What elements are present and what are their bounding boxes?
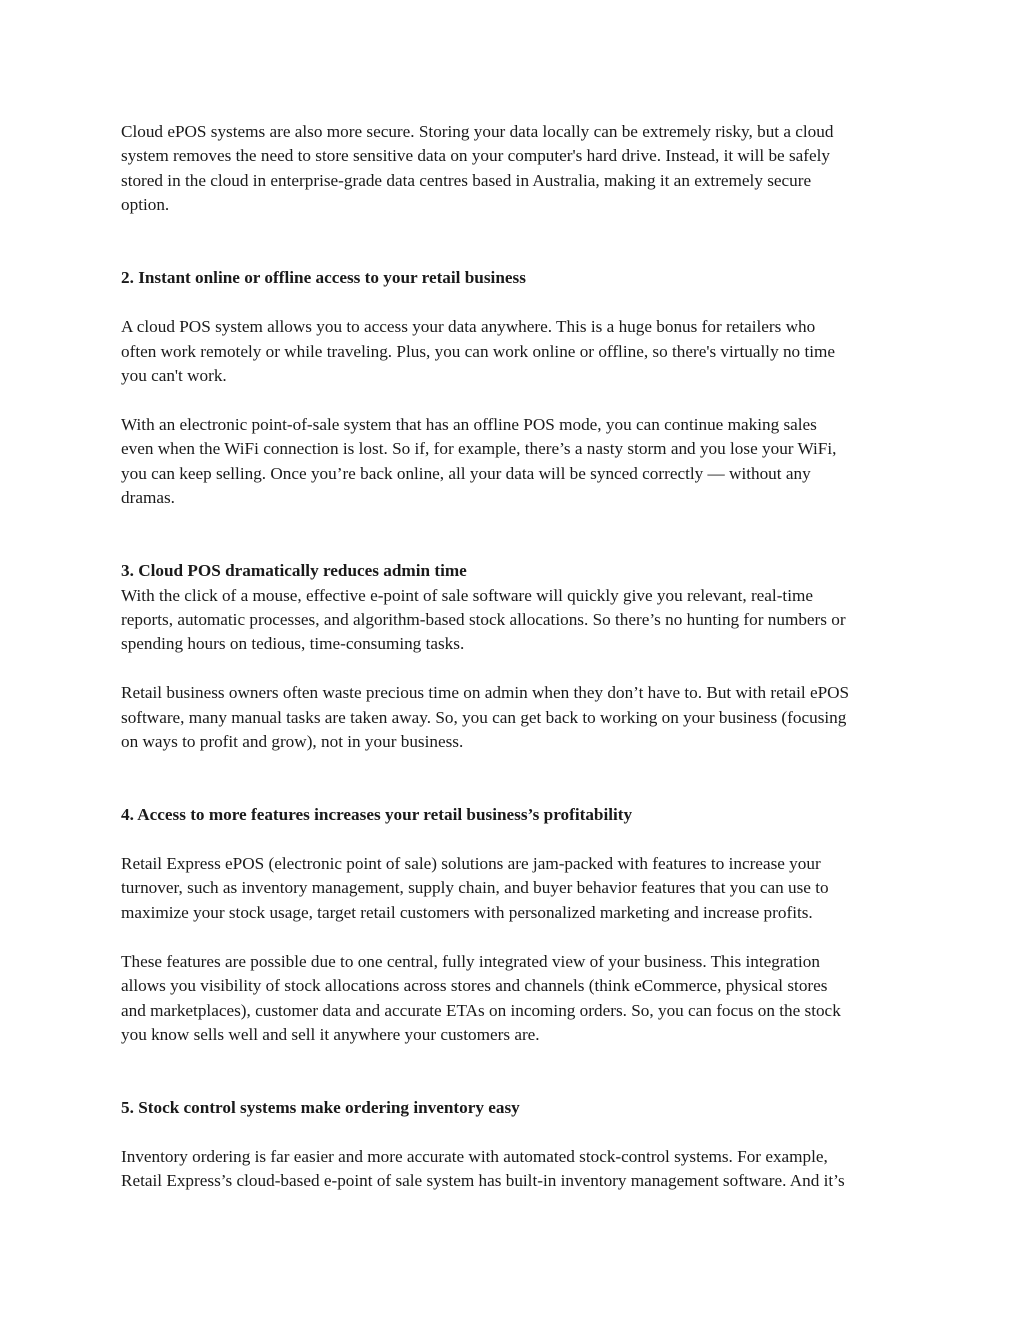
section-spacer (121, 1047, 903, 1096)
section-paragraph: Retail business owners often waste precious time on admin when they don’t have to. But with retail ePOS software, many manual tasks are taken away. So, you can get back to working on your business (focusing on ways to profit and grow), not in your business. (121, 683, 850, 752)
section-paragraph: A cloud POS system allows you to access your data anywhere. This is a huge bonus for retailers who often work remotely or while traveling. Plus, you can work online or offline, so there's virtually no time you can't work. (121, 317, 835, 386)
section-paragraph: Retail Express ePOS (electronic point of sale) solutions are jam-packed with features to increase your turnover, such as inventory management, supply chain, and buyer behavior features that you can use to maximize your stock usage, target retail customers with personalized marketing and increase profits. (121, 854, 829, 922)
section-paragraph: Inventory ordering is far easier and more accurate with automated stock-control systems. For example, Retail Express’s cloud-based e-point of sale system has built-in inventory management software. And it’s (121, 1146, 845, 1191)
section-spacer (121, 510, 903, 559)
section-heading: 2. Instant online or offline access to your retail business (121, 268, 526, 288)
spacer (121, 828, 903, 852)
section-heading: 5. Stock control systems make ordering inventory easy (121, 1098, 520, 1118)
spacer (121, 925, 903, 949)
document-body (121, 120, 903, 1194)
spacer (121, 291, 903, 315)
section-spacer (121, 218, 903, 267)
spacer (121, 1121, 903, 1145)
spacer (121, 388, 903, 412)
section-paragraph: With the click of a mouse, effective e-point of sale software will quickly give you relevant, real-time reports, automatic processes, and algorithm-based stock allocations. So there’s no hunting for numbers or spending hours on tedious, time-consuming tasks. (121, 585, 846, 654)
spacer (121, 657, 903, 681)
section-paragraph: These features are possible due to one central, fully integrated view of your business. This integration allows you visibility of stock allocations across stores and channels (think eCommerce, physical stores and marketplaces), customer data and accurate ETAs on incoming orders. So, you can focus on the stock you know sells well and sell it anywhere your customers are. (121, 951, 841, 1044)
section-paragraph: With an electronic point-of-sale system that has an offline POS mode, you can continue making sales even when the WiFi connection is lost. So if, for example, there’s a nasty storm and you lose your WiFi, you can keep selling. Once you’re back online, all your data will be synced correctly — without any dramas. (121, 414, 837, 508)
section-spacer (121, 754, 903, 803)
section-heading: 4. Access to more features increases your retail business’s profitability (121, 805, 633, 825)
intro-paragraph: Cloud ePOS systems are also more secure. Storing your data locally can be extremely risky, but a cloud system removes the need to store sensitive data on your computer's hard drive. Instead, it will be safely stored in the cloud in enterprise-grade data centres based in Australia, making it an extremely secure option. (121, 122, 834, 215)
section-heading: 3. Cloud POS dramatically reduces admin time (121, 561, 467, 581)
